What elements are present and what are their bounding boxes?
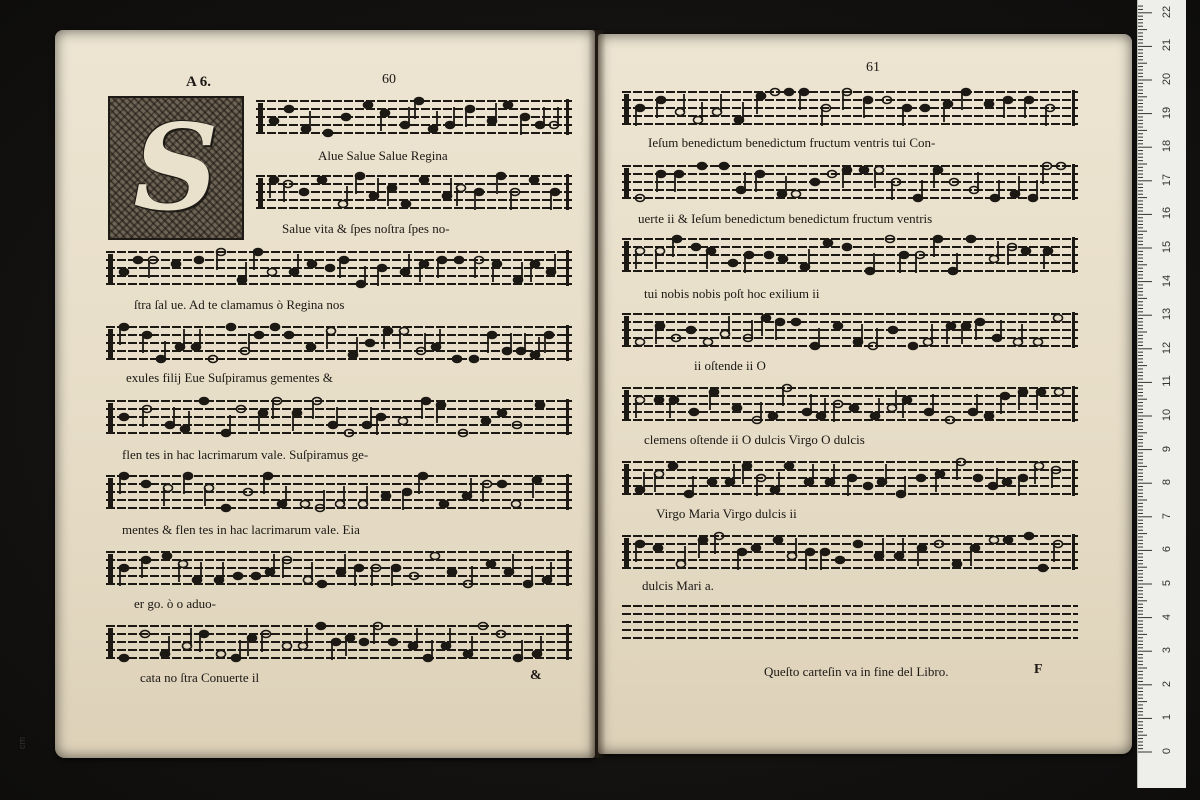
clef-sign xyxy=(258,178,263,208)
lyric-line: flen tes in hac lacrimarum vale. Suſpiramus ge- xyxy=(122,447,369,462)
music-note xyxy=(504,102,513,109)
right-catchword: F xyxy=(1034,662,1043,677)
music-note xyxy=(854,541,863,548)
music-note xyxy=(300,189,309,196)
music-note xyxy=(811,179,820,186)
music-note xyxy=(733,405,742,412)
custos-mark xyxy=(1072,312,1075,348)
music-note xyxy=(307,344,316,351)
music-note xyxy=(909,343,918,350)
music-note xyxy=(498,481,507,488)
custos-mark xyxy=(1072,164,1075,200)
music-note xyxy=(326,265,335,272)
left-catchword: & xyxy=(530,668,542,683)
music-note xyxy=(769,413,778,420)
measuring-ruler xyxy=(1137,0,1186,788)
music-note xyxy=(692,244,701,251)
music-note xyxy=(482,418,491,425)
music-note xyxy=(285,332,294,339)
music-staff xyxy=(106,620,572,664)
music-note xyxy=(285,106,294,113)
ruler-number: 10 xyxy=(1161,408,1173,422)
music-note xyxy=(324,130,333,137)
music-note xyxy=(222,505,231,512)
music-note xyxy=(530,177,539,184)
music-staff xyxy=(106,395,572,439)
lyric-line: Salue vita & ſpes noſtra ſpes no- xyxy=(282,221,450,236)
custos-mark xyxy=(566,174,569,210)
music-note xyxy=(512,501,521,508)
music-note xyxy=(255,332,264,339)
clef-sign xyxy=(624,168,629,198)
music-staff xyxy=(622,160,1078,204)
music-note xyxy=(366,340,375,347)
custos-mark xyxy=(566,399,569,435)
music-staff xyxy=(106,546,572,590)
music-note xyxy=(382,493,391,500)
music-note xyxy=(308,261,317,268)
ruler-number: 4 xyxy=(1161,613,1173,620)
ruler-number: 6 xyxy=(1161,546,1173,553)
music-note xyxy=(134,257,143,264)
lyric-line: mentes & flen tes in hac lacrimarum vale. Eia xyxy=(122,522,360,537)
music-note xyxy=(402,201,411,208)
music-note xyxy=(498,410,507,417)
music-note xyxy=(364,102,373,109)
music-note xyxy=(698,163,707,170)
ruler-number: 13 xyxy=(1161,308,1173,321)
music-note xyxy=(985,413,994,420)
music-note xyxy=(252,573,261,580)
music-staff xyxy=(622,530,1078,574)
music-note xyxy=(420,177,429,184)
ruler-number: 20 xyxy=(1161,72,1173,86)
ruler-number: 3 xyxy=(1161,647,1173,654)
clef-sign xyxy=(108,554,113,584)
music-note xyxy=(1034,339,1043,346)
clef-sign xyxy=(624,538,629,568)
music-note xyxy=(163,553,172,560)
music-note xyxy=(654,545,663,552)
music-note xyxy=(690,409,699,416)
clef-sign xyxy=(258,103,263,133)
music-note xyxy=(785,89,794,96)
staff-lines xyxy=(622,606,1078,638)
music-note xyxy=(636,339,645,346)
music-note xyxy=(864,483,873,490)
ruler-number: 18 xyxy=(1161,140,1173,153)
custos-mark xyxy=(1072,534,1075,570)
lyric-line: clemens oſtende ii O dulcis Virgo O dulcis xyxy=(644,432,865,447)
music-note xyxy=(655,397,664,404)
clef-sign xyxy=(624,390,629,420)
music-note xyxy=(301,501,310,508)
clef-sign xyxy=(108,254,113,284)
lyric-line: Virgo Maria Virgo dulcis ii xyxy=(656,506,797,521)
clef-sign xyxy=(624,94,629,124)
music-note xyxy=(704,339,713,346)
music-note xyxy=(889,327,898,334)
music-note xyxy=(440,501,449,508)
ruler-unit: cm xyxy=(17,737,27,749)
ruler-number: 16 xyxy=(1161,207,1173,220)
music-note xyxy=(318,581,327,588)
ruler-number: 14 xyxy=(1161,274,1173,287)
music-note xyxy=(1054,315,1063,322)
music-note xyxy=(431,553,440,560)
lyric-line: exules filij Eue Suſpiramus gementes & xyxy=(126,370,333,385)
staff-lines xyxy=(622,388,1078,420)
music-note xyxy=(687,327,696,334)
staff-lines xyxy=(106,552,572,584)
music-note xyxy=(195,257,204,264)
custos-mark xyxy=(566,550,569,586)
music-staff xyxy=(256,95,572,139)
music-note xyxy=(985,101,994,108)
music-note xyxy=(850,405,859,412)
music-note xyxy=(120,655,129,662)
music-note xyxy=(824,240,833,247)
music-staff xyxy=(622,86,1078,130)
music-note xyxy=(1003,479,1012,486)
ruler-number: 1 xyxy=(1161,714,1173,721)
music-note xyxy=(399,418,408,425)
clef-sign xyxy=(624,316,629,346)
music-staff xyxy=(256,170,572,214)
ruler-number: 15 xyxy=(1161,240,1173,254)
custos-mark xyxy=(566,624,569,660)
music-note xyxy=(317,623,326,630)
custos-mark xyxy=(566,99,569,135)
music-note xyxy=(765,252,774,259)
music-note xyxy=(1039,565,1048,572)
music-note xyxy=(708,479,717,486)
music-note xyxy=(453,356,462,363)
music-note xyxy=(792,191,801,198)
lyric-line: Ieſum benedictum benedictum fructum ventris tui Con- xyxy=(648,135,936,150)
music-note xyxy=(836,557,845,564)
custos-mark xyxy=(1072,90,1075,126)
ruler-number: 8 xyxy=(1161,479,1173,486)
ruler-number: 9 xyxy=(1161,445,1173,452)
music-staff xyxy=(622,308,1078,352)
music-note xyxy=(470,356,479,363)
lyric-line: cata no ſtra Conuerte il xyxy=(140,670,260,685)
music-staff xyxy=(106,470,572,514)
lyric-line: ii oſtende ii O xyxy=(694,358,766,373)
music-staff xyxy=(622,233,1078,277)
music-note xyxy=(720,163,729,170)
music-note xyxy=(729,260,738,267)
music-note xyxy=(120,269,129,276)
lyric-line: Alue Salue Salue Regina xyxy=(318,148,448,163)
ruler-number: 22 xyxy=(1161,5,1173,18)
ruler-number: 19 xyxy=(1161,106,1173,119)
clef-sign xyxy=(108,329,113,359)
lyric-line: er go. ò o aduo- xyxy=(134,596,216,611)
music-note xyxy=(120,414,129,421)
custos-mark xyxy=(566,325,569,361)
ruler-number: 0 xyxy=(1161,747,1173,755)
custos-mark xyxy=(566,474,569,510)
music-note xyxy=(268,269,277,276)
lyric-line: dulcis Mari a. xyxy=(642,578,714,593)
clef-sign xyxy=(624,241,629,271)
music-note xyxy=(455,257,464,264)
music-note xyxy=(172,261,181,268)
music-note xyxy=(752,545,761,552)
music-note xyxy=(990,537,999,544)
clef-sign xyxy=(108,628,113,658)
decorated-initial-letter: S xyxy=(133,98,219,237)
custos-mark xyxy=(1072,237,1075,273)
music-note xyxy=(142,481,151,488)
music-note xyxy=(779,256,788,263)
music-note xyxy=(217,651,226,658)
decorated-initial xyxy=(108,96,244,240)
music-note xyxy=(953,561,962,568)
music-staff xyxy=(622,456,1078,500)
music-note xyxy=(843,244,852,251)
right-page-number: 61 xyxy=(866,60,880,75)
music-note xyxy=(974,475,983,482)
footer-note: Queſto carteſin va in fine del Libro. xyxy=(764,664,949,679)
ruler-number: 7 xyxy=(1161,512,1173,519)
music-note xyxy=(487,561,496,568)
music-note xyxy=(860,167,869,174)
book-gutter xyxy=(588,30,606,758)
music-note xyxy=(342,114,351,121)
music-note xyxy=(389,639,398,646)
custos-mark xyxy=(1072,460,1075,496)
music-note xyxy=(200,398,209,405)
signature-mark: A 6. xyxy=(186,74,212,90)
music-note xyxy=(283,643,292,650)
music-note xyxy=(917,475,926,482)
music-note xyxy=(227,324,236,331)
music-note xyxy=(360,639,369,646)
ruler-number: 21 xyxy=(1161,39,1173,52)
music-staff xyxy=(106,321,572,365)
music-note xyxy=(792,319,801,326)
lyric-line: ſtra ſal ue. Ad te clamamus ò Regina nos xyxy=(134,297,345,312)
ruler-number: 11 xyxy=(1161,375,1173,388)
music-note xyxy=(774,537,783,544)
clef-sign xyxy=(108,403,113,433)
ruler-number: 5 xyxy=(1161,579,1173,587)
music-note xyxy=(1055,389,1064,396)
music-note xyxy=(669,463,678,470)
empty-music-staff xyxy=(622,600,1078,644)
music-note xyxy=(1022,248,1031,255)
custos-mark xyxy=(1072,386,1075,422)
music-note xyxy=(448,569,457,576)
music-note xyxy=(270,118,279,125)
music-note xyxy=(234,573,243,580)
staff-lines xyxy=(106,327,572,359)
clef-sign xyxy=(108,478,113,508)
lyric-line: tui nobis nobis poſt hoc exilium ii xyxy=(644,286,820,301)
music-note xyxy=(1004,537,1013,544)
music-note xyxy=(967,236,976,243)
ruler-number: 2 xyxy=(1161,680,1173,687)
music-staff xyxy=(622,382,1078,426)
music-note xyxy=(834,323,843,330)
lyric-line: uerte ii & Ieſum benedictum benedictum fructum ventris xyxy=(638,211,933,226)
music-note xyxy=(785,463,794,470)
music-note xyxy=(536,402,545,409)
music-note xyxy=(271,324,280,331)
music-staff xyxy=(106,246,572,290)
music-note xyxy=(921,105,930,112)
music-note xyxy=(1025,533,1034,540)
ruler-number: 17 xyxy=(1161,173,1173,186)
clef-sign xyxy=(624,464,629,494)
left-page-number: 60 xyxy=(382,72,396,87)
music-note xyxy=(318,177,327,184)
ruler-number: 12 xyxy=(1161,341,1173,354)
custos-mark xyxy=(566,250,569,286)
